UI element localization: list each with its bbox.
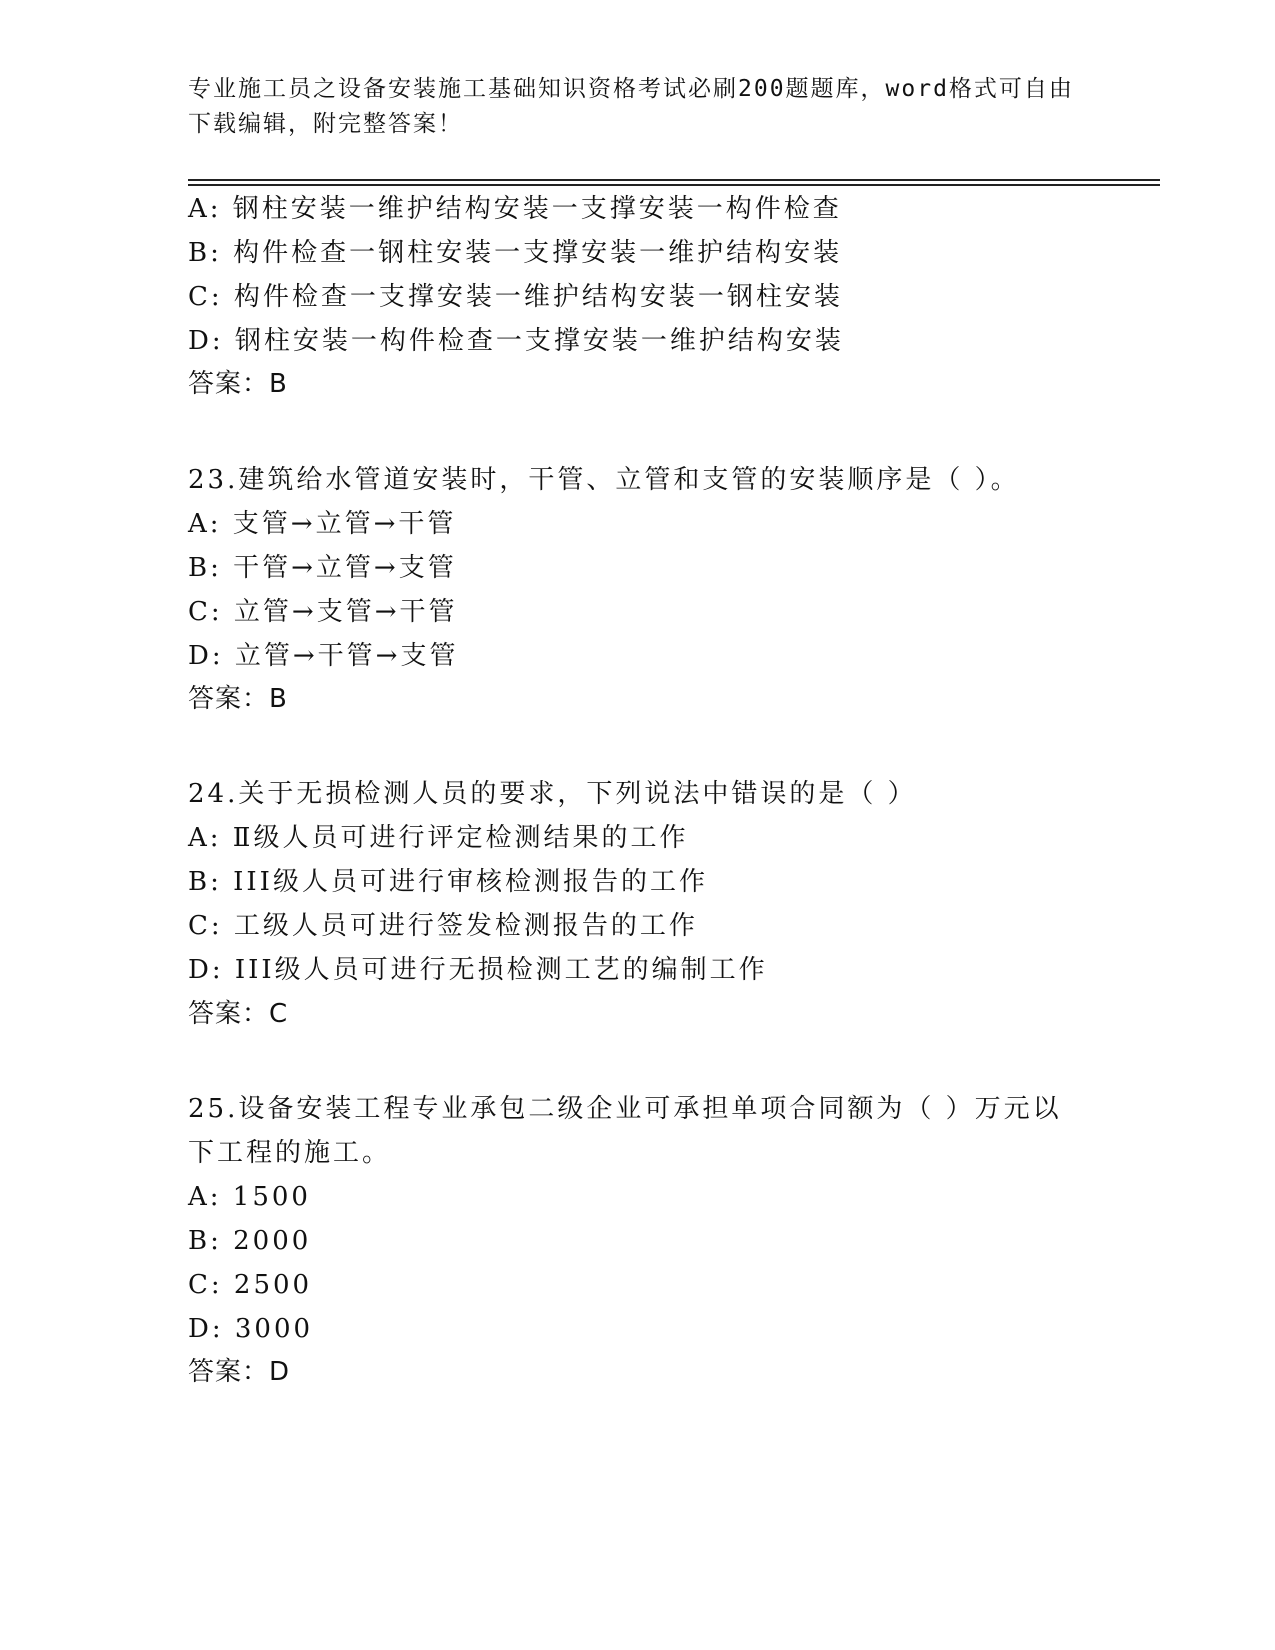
q25-question-line-1: 25.设备安装工程专业承包二级企业可承担单项合同额为（ ）万元以 bbox=[188, 1094, 1062, 1124]
header-divider-top bbox=[188, 179, 1160, 181]
header-line-1: 专业施工员之设备安装施工基础知识资格考试必刷200题题库，word格式可自由 bbox=[188, 76, 1074, 102]
q23-option-b: B: 干管→立管→支管 bbox=[188, 553, 457, 583]
q24-option-c: C: 工级人员可进行签发检测报告的工作 bbox=[188, 911, 698, 941]
q25-option-c: C: 2500 bbox=[188, 1270, 313, 1300]
q22-option-b: B: 构件检查一钢柱安装一支撑安装一维护结构安装 bbox=[188, 238, 843, 268]
q25-question-line-2: 下工程的施工。 bbox=[188, 1138, 392, 1168]
q25-option-b: B: 2000 bbox=[188, 1226, 312, 1256]
q22-answer: 答案：B bbox=[188, 369, 288, 399]
q22-option-c: C: 构件检查一支撑安装一维护结构安装一钢柱安装 bbox=[188, 282, 843, 312]
q24-answer: 答案：C bbox=[188, 999, 289, 1029]
q24-question: 24.关于无损检测人员的要求，下列说法中错误的是（ ） bbox=[188, 779, 917, 809]
header-line-2: 下载编辑，附完整答案！ bbox=[188, 111, 463, 137]
q24-option-b: B: III级人员可进行审核检测报告的工作 bbox=[188, 867, 708, 897]
q23-option-c: C: 立管→支管→干管 bbox=[188, 597, 458, 627]
q25-option-a: A: 1500 bbox=[188, 1182, 311, 1212]
q25-option-d: D: 3000 bbox=[188, 1314, 314, 1344]
q23-option-a: A: 支管→立管→干管 bbox=[188, 509, 457, 539]
q23-question: 23.建筑给水管道安装时，干管、立管和支管的安装顺序是（ ）。 bbox=[188, 465, 1020, 495]
document-header bbox=[188, 72, 1088, 142]
header-divider-bottom bbox=[188, 184, 1160, 186]
q22-option-d: D: 钢柱安装一构件检查一支撑安装一维护结构安装 bbox=[188, 326, 844, 356]
q24-option-d: D: III级人员可进行无损检测工艺的编制工作 bbox=[188, 955, 768, 985]
q25-answer: 答案：D bbox=[188, 1357, 291, 1387]
q23-answer: 答案：B bbox=[188, 684, 288, 714]
q23-option-d: D: 立管→干管→支管 bbox=[188, 641, 459, 671]
q24-option-a: A: Ⅱ级人员可进行评定检测结果的工作 bbox=[188, 823, 689, 853]
q22-option-a: A: 钢柱安装一维护结构安装一支撑安装一构件检查 bbox=[188, 194, 842, 224]
